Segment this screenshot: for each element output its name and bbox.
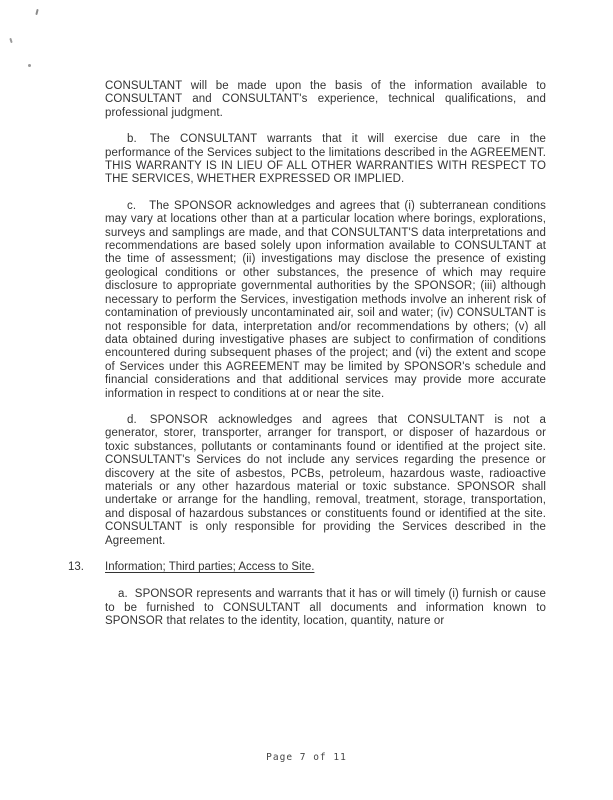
paragraph-label: b. — [127, 133, 137, 146]
paragraph-label: a. — [118, 588, 128, 601]
section-13-heading — [68, 561, 546, 574]
paragraph-text: The SPONSOR acknowledges and agrees that (i) subterranean conditions may vary at locations other than at a particular location where borings, explorations, surveys and samplings are made, and that CONSULTANT'S data interpretations and recommendations are based solely upon information available to CONSULTANT at the time of assessment; (ii) investigations may disclose the presence of existing geological conditions or other substances, the presence of which may require disclosure to appropriate governmental authorities by the SPONSOR; (iii) although necessary to perform the Services, investigation methods involve an inherent risk of contamination of previously uncontaminated air, soil and water; (iv) CONSULTANT is not responsible for data, interpretation and/or recommendations by others; (v) all data obtained during investigative phases are subject to confirmation of conditions encountered during subsequent phases of the project; and (vi) the extent and scope of Services under this AGREEMENT may be limited by SPONSOR's schedule and financial considerations and that additional services may provide more accurate information in respect to conditions at or near the site. — [105, 199, 546, 400]
paragraph-label: c. — [127, 199, 137, 212]
paragraph-text: SPONSOR acknowledges and agrees that CONSULTANT is not a generator, storer, transporter, arranger for transport, or disposer of hazardous or toxic substances, pollutants or contaminants found or identified at the project site. CONSULTANT's Services do not include any services regarding the presence or discovery at the site of asbestos, PCBs, petroleum, hazardous waste, radioactive materials or any other hazardous material or toxic substance. SPONSOR shall undertake or arrange for the handling, removal, treatment, storage, transportation, and disposal of hazardous substances or constituents found or identified at the site. CONSULTANT is only responsible for providing the Services described in the Agreement. — [105, 413, 546, 547]
paragraph-c — [105, 200, 546, 401]
scan-artifact-icon — [28, 64, 31, 67]
paragraph-intro: CONSULTANT will be made upon the basis of the information available to CONSULTANT and CONSULTANT's experience, technical qualifications, and professional judgment. — [105, 80, 546, 119]
paragraph-text: SPONSOR represents and warrants that it has or will timely (i) furnish or cause to be furnished to CONSULTANT all documents and information known to SPONSOR that relates to the identity, location, quantity, nature or — [105, 588, 546, 628]
scan-artifact-icon — [35, 9, 38, 15]
paragraph-a — [105, 588, 546, 628]
page-number: Page 7 of 11 — [266, 752, 347, 763]
paragraph-b — [105, 133, 546, 187]
scan-artifact-icon — [9, 38, 12, 43]
document-body — [68, 80, 546, 642]
section-number: 13. — [68, 561, 84, 573]
section-title: Information; Third parties; Access to Site. — [105, 561, 315, 573]
paragraph-text: The CONSULTANT warrants that it will exercise due care in the performance of the Services subject to the limitations described in the AGREEMENT. THIS WARRANTY IS IN LIEU OF ALL OTHER WARRANTIES WITH RESPECT TO THE SERVICES, WHETHER EXPRESSED OR IMPLIED. — [105, 133, 546, 186]
paragraph-d — [105, 414, 546, 548]
paragraph-label: d. — [127, 413, 137, 426]
